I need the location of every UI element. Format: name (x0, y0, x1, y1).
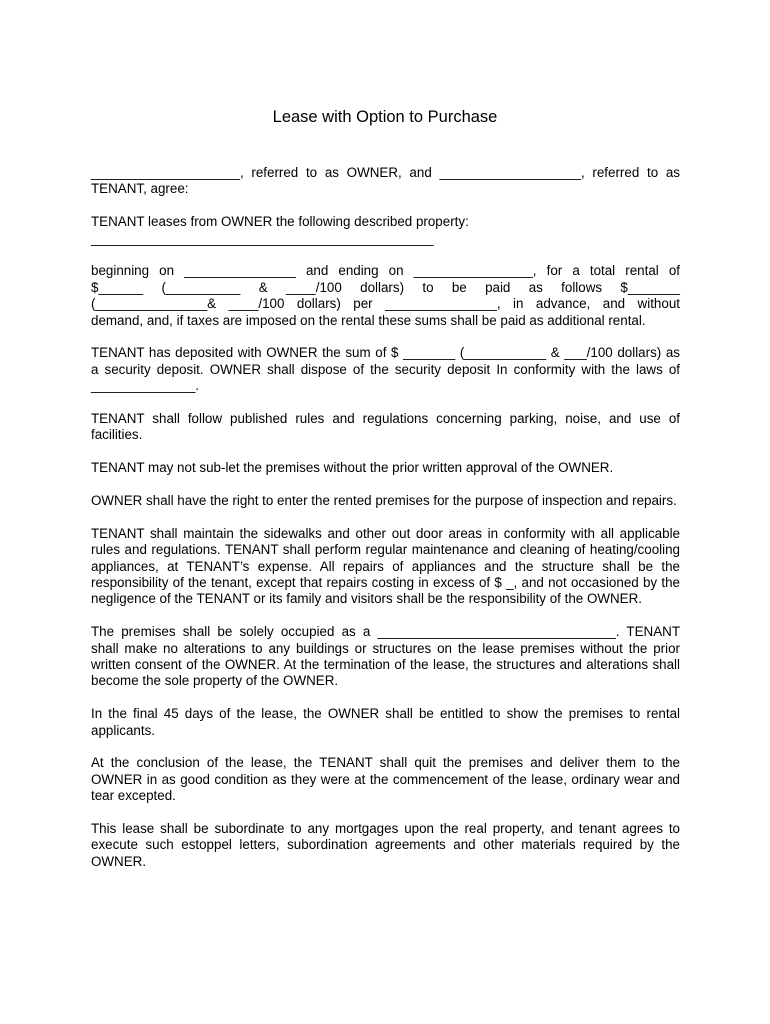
parties-line-2: TENANT, agree: (91, 181, 189, 197)
property-line-1: TENANT leases from OWNER the following described property: (91, 214, 469, 230)
conclusion-paragraph: At the conclusion of the lease, the TENANT shall quit the premises and deliver them to the OWNER in as good condition as they were at the commencement of the lease, ordinary wear and tear excepted. (91, 755, 680, 804)
rules-paragraph: TENANT shall follow published rules and regulations concerning parking, noise, and use of facilities. (91, 411, 680, 443)
property-line-2: ______________________________________________ (91, 230, 434, 246)
deposit-line-3: ______________. (91, 378, 199, 394)
subordination-paragraph: This lease shall be subordinate to any mortgages upon the real property, and tenant agrees to execute such estoppel letters, subordination agreements and other materials required by the OWNER. (91, 821, 680, 869)
inspection-paragraph: OWNER shall have the right to enter the rented premises for the purpose of inspection and repairs. (91, 493, 677, 509)
maintenance-paragraph: TENANT shall maintain the sidewalks and other out door areas in conformity with all applicable rules and regulations. TENANT shall perform regular maintenance and cleaning of heating/cooling appliances, at TENANT’s expense. All repairs of appliances and the structure shall be the responsibility of the tenant, except that repairs costing in excess of $ _, and not occasioned by the negligence of the TENANT or its family and visitors shall be the responsibility of the OWNER. (91, 525, 680, 607)
term-line-1: beginning on _______________ and ending on ________________, for a total rental of (91, 263, 680, 279)
security-deposit-paragraph (91, 345, 680, 394)
showing-paragraph: In the final 45 days of the lease, the OWNER shall be entitled to show the premises to rental applicants. (91, 706, 680, 738)
sublet-paragraph: TENANT may not sub-let the premises without the prior written approval of the OWNER. (91, 460, 614, 476)
deposit-line-2: a security deposit. OWNER shall dispose of the security deposit In conformity with the laws of (91, 361, 680, 377)
document-title: Lease with Option to Purchase (272, 108, 498, 126)
document-body (91, 165, 680, 887)
parties-line-1: ____________________, referred to as OWNER, and ___________________, referred to as (91, 165, 680, 180)
term-line-2: $______ (__________ & ____/100 dollars) to be paid as follows $_______ (91, 279, 680, 295)
term-line-3: (_______________& ____/100 dollars) per _______________, in advance, and without (91, 296, 680, 312)
deposit-line-1: TENANT has deposited with OWNER the sum of $ _______ (___________ & ___/100 dollars) as (91, 345, 680, 361)
parties-paragraph (91, 165, 680, 198)
term-rental-paragraph (91, 263, 680, 329)
term-line-4: demand, and, if taxes are imposed on the rental these sums shall be paid as additional rental. (91, 312, 646, 328)
occupancy-paragraph: The premises shall be solely occupied as a ________________________________. TENANT shall make no alterations to any buildings or structures on the lease premises without the prior written consent of the OWNER. At the termination of the lease, the structures and alterations shall become the sole property of the OWNER. (91, 624, 680, 689)
property-paragraph (91, 214, 680, 247)
